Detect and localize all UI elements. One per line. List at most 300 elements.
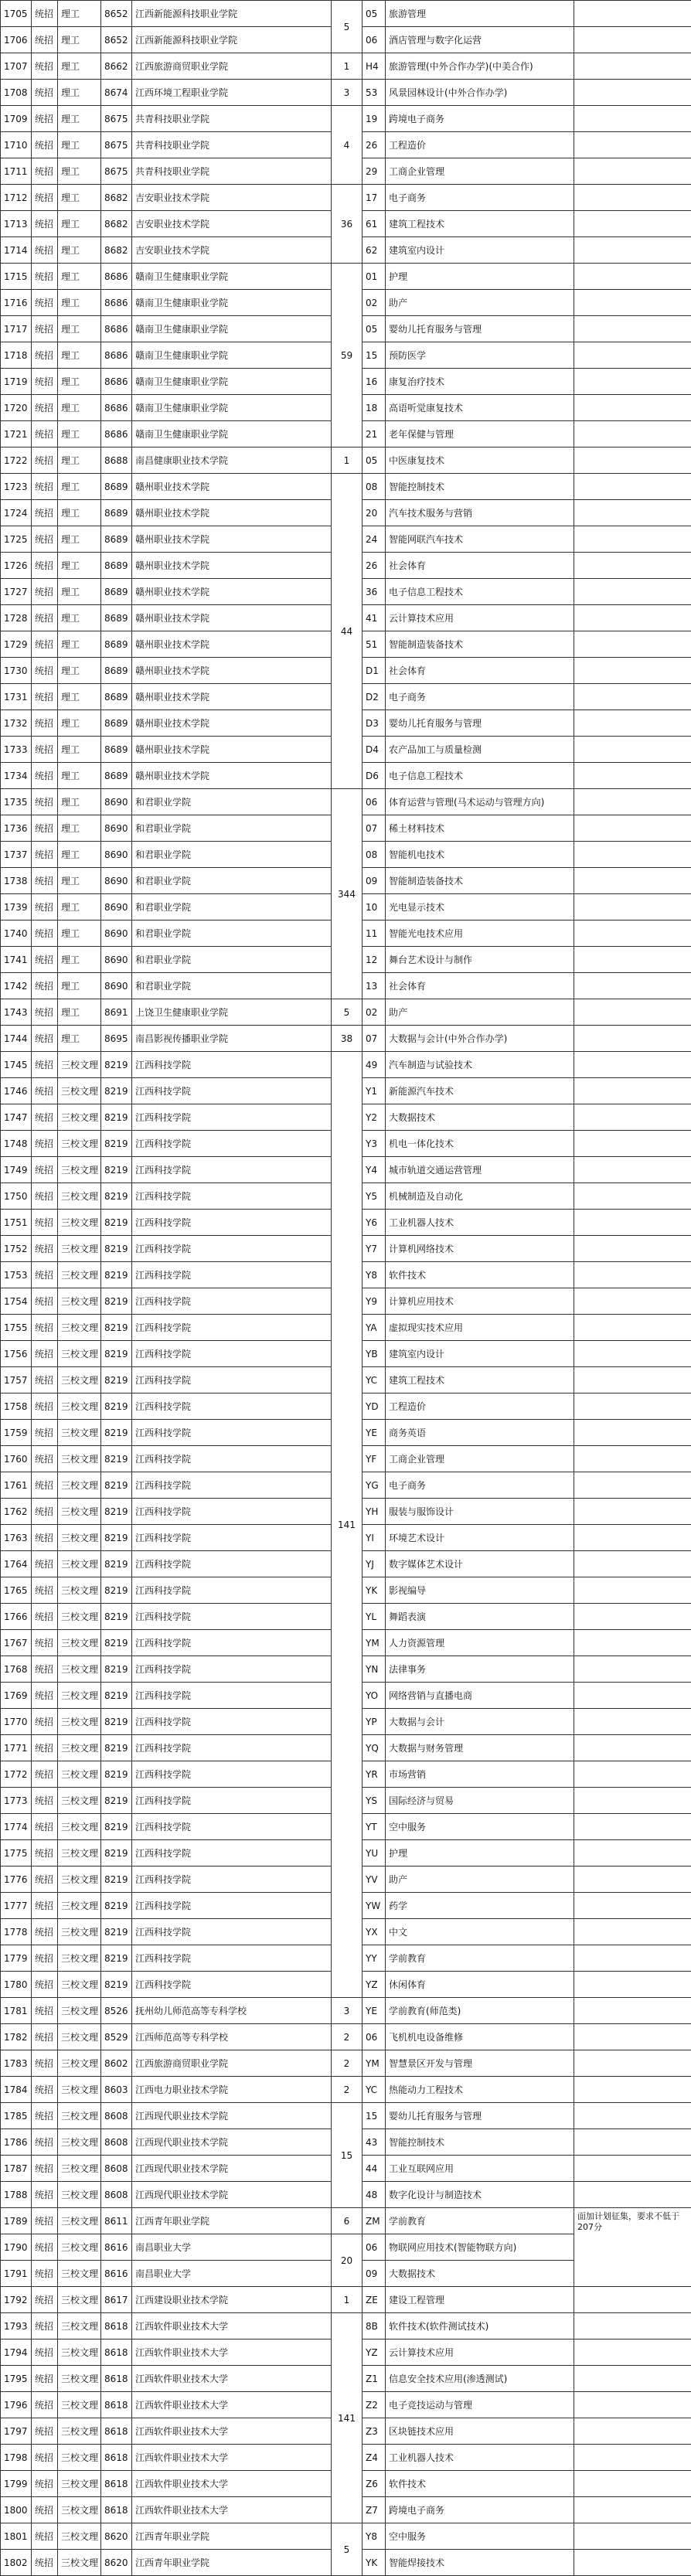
category-cell: 理工: [58, 53, 101, 80]
row-number-cell: 1787: [1, 2156, 32, 2182]
table-row: [1, 106, 691, 132]
row-number-cell: 1742: [1, 973, 32, 999]
category-cell: 三校文理: [58, 2024, 101, 2050]
category-cell: 三校文理: [58, 1761, 101, 1788]
school-name-cell: 赣州职业技术学院: [132, 658, 332, 684]
major-name-cell: 旅游管理(中外合作办学)(中美合作): [386, 53, 574, 80]
row-number-cell: 1796: [1, 2392, 32, 2418]
school-code-cell: 8219: [101, 1735, 132, 1761]
major-name-cell: 休闲体育: [386, 1972, 574, 1998]
major-name-cell: 智慧景区开发与管理: [386, 2050, 574, 2077]
category-cell: 三校文理: [58, 2313, 101, 2339]
school-code-cell: 8689: [101, 526, 132, 553]
major-name-cell: 建筑室内设计: [386, 237, 574, 264]
category-cell: 三校文理: [58, 2445, 101, 2471]
category-cell: 三校文理: [58, 2418, 101, 2445]
enroll-type-cell: 统招: [32, 2182, 58, 2208]
row-number-cell: 1740: [1, 920, 32, 947]
major-name-cell: 计算机网络技术: [386, 1236, 574, 1262]
plan-count-cell: 141: [332, 2313, 363, 2523]
enroll-type-cell: 统招: [32, 264, 58, 290]
row-number-cell: 1719: [1, 369, 32, 395]
school-name-cell: 江西科技学院: [132, 1604, 332, 1630]
major-code-cell: 07: [363, 815, 386, 842]
major-code-cell: 16: [363, 369, 386, 395]
school-code-cell: 8689: [101, 631, 132, 658]
major-name-cell: 市场营销: [386, 1761, 574, 1788]
school-code-cell: 8618: [101, 2471, 132, 2497]
major-name-cell: 工商企业管理: [386, 158, 574, 185]
school-code-cell: 8618: [101, 2366, 132, 2392]
major-name-cell: 电子商务: [386, 185, 574, 211]
school-name-cell: 江西科技学院: [132, 1236, 332, 1262]
enroll-type-cell: 统招: [32, 1104, 58, 1131]
school-code-cell: 8219: [101, 1315, 132, 1341]
row-number-cell: 1737: [1, 842, 32, 868]
major-code-cell: YT: [363, 1814, 386, 1840]
enroll-type-cell: 统招: [32, 2471, 58, 2497]
major-code-cell: Y8: [363, 2523, 386, 2550]
remark-cell: [574, 1157, 691, 1183]
school-name-cell: 江西科技学院: [132, 1367, 332, 1393]
major-name-cell: 风景园林设计(中外合作办学): [386, 80, 574, 106]
school-code-cell: 8686: [101, 369, 132, 395]
major-name-cell: 智能控制技术: [386, 2129, 574, 2156]
school-name-cell: 江西科技学院: [132, 1735, 332, 1761]
table-row: [1, 2208, 691, 2234]
major-code-cell: YC: [363, 1367, 386, 1393]
remark-cell: [574, 1288, 691, 1315]
major-code-cell: YM: [363, 1630, 386, 1656]
row-number-cell: 1752: [1, 1236, 32, 1262]
remark-cell: [574, 789, 691, 815]
category-cell: 理工: [58, 526, 101, 553]
school-code-cell: 8219: [101, 1683, 132, 1709]
enroll-type-cell: 统招: [32, 1157, 58, 1183]
school-name-cell: 江西新能源科技职业学院: [132, 1, 332, 27]
category-cell: 三校文理: [58, 2077, 101, 2103]
enroll-type-cell: 统招: [32, 2103, 58, 2129]
enroll-type-cell: 统招: [32, 815, 58, 842]
remark-cell: [574, 2313, 691, 2339]
major-code-cell: 06: [363, 2024, 386, 2050]
plan-count-cell: 6: [332, 2208, 363, 2234]
plan-count-cell: 2: [332, 2024, 363, 2050]
major-code-cell: YE: [363, 1420, 386, 1446]
enroll-type-cell: 统招: [32, 1131, 58, 1157]
enroll-type-cell: 统招: [32, 1078, 58, 1104]
major-name-cell: 大数据与会计(中外合作办学): [386, 1026, 574, 1052]
enroll-type-cell: 统招: [32, 1262, 58, 1288]
table-row: [1, 789, 691, 815]
category-cell: 理工: [58, 1, 101, 27]
school-code-cell: 8219: [101, 1709, 132, 1735]
plan-count-cell: 2: [332, 2077, 363, 2103]
major-code-cell: YH: [363, 1499, 386, 1525]
school-name-cell: 上饶卫生健康职业学院: [132, 999, 332, 1026]
enroll-type-cell: 统招: [32, 1919, 58, 1945]
major-code-cell: 43: [363, 2129, 386, 2156]
school-code-cell: 8603: [101, 2077, 132, 2103]
plan-count-cell: 1: [332, 2287, 363, 2313]
category-cell: 三校文理: [58, 1183, 101, 1210]
enroll-type-cell: 统招: [32, 2050, 58, 2077]
row-number-cell: 1785: [1, 2103, 32, 2129]
category-cell: 三校文理: [58, 1788, 101, 1814]
enroll-type-cell: 统招: [32, 2129, 58, 2156]
remark-cell: [574, 316, 691, 342]
category-cell: 理工: [58, 631, 101, 658]
enroll-type-cell: 统招: [32, 1735, 58, 1761]
row-number-cell: 1772: [1, 1761, 32, 1788]
row-number-cell: 1759: [1, 1420, 32, 1446]
category-cell: 三校文理: [58, 2208, 101, 2234]
major-code-cell: 08: [363, 474, 386, 500]
enroll-type-cell: 统招: [32, 1183, 58, 1210]
school-name-cell: 江西科技学院: [132, 1104, 332, 1131]
remark-cell: [574, 999, 691, 1026]
remark-cell: [574, 1735, 691, 1761]
row-number-cell: 1714: [1, 237, 32, 264]
remark-cell: [574, 1315, 691, 1341]
row-number-cell: 1709: [1, 106, 32, 132]
school-name-cell: 和君职业学院: [132, 973, 332, 999]
row-number-cell: 1790: [1, 2234, 32, 2261]
row-number-cell: 1721: [1, 421, 32, 447]
school-name-cell: 江西科技学院: [132, 1577, 332, 1604]
major-code-cell: Z3: [363, 2418, 386, 2445]
school-name-cell: 江西科技学院: [132, 1288, 332, 1315]
row-number-cell: 1799: [1, 2471, 32, 2497]
major-name-cell: 护理: [386, 1840, 574, 1866]
major-name-cell: 光电显示技术: [386, 894, 574, 920]
category-cell: 理工: [58, 763, 101, 789]
major-name-cell: 学前教育(师范类): [386, 1998, 574, 2024]
major-code-cell: 06: [363, 2234, 386, 2261]
enroll-type-cell: 统招: [32, 2024, 58, 2050]
row-number-cell: 1738: [1, 868, 32, 894]
major-name-cell: 婴幼儿托育服务与管理: [386, 2103, 574, 2129]
major-name-cell: 影视编导: [386, 1577, 574, 1604]
major-name-cell: 物联网应用技术(智能物联方向): [386, 2234, 574, 2261]
school-code-cell: 8682: [101, 211, 132, 237]
school-name-cell: 南昌健康职业技术学院: [132, 447, 332, 474]
major-name-cell: 婴幼儿托育服务与管理: [386, 710, 574, 737]
category-cell: 三校文理: [58, 2234, 101, 2261]
remark-cell: [574, 2550, 691, 2576]
category-cell: 理工: [58, 185, 101, 211]
school-code-cell: 8219: [101, 1472, 132, 1499]
major-name-cell: 飞机机电设备维修: [386, 2024, 574, 2050]
school-code-cell: 8219: [101, 1866, 132, 1893]
major-code-cell: 08: [363, 842, 386, 868]
row-number-cell: 1720: [1, 395, 32, 421]
remark-cell: [574, 27, 691, 53]
major-code-cell: YI: [363, 1525, 386, 1551]
major-code-cell: YQ: [363, 1735, 386, 1761]
school-code-cell: 8219: [101, 1052, 132, 1078]
category-cell: 三校文理: [58, 2550, 101, 2576]
major-name-cell: 软件技术: [386, 2471, 574, 2497]
enroll-type-cell: 统招: [32, 999, 58, 1026]
remark-cell: [574, 1, 691, 27]
row-number-cell: 1732: [1, 710, 32, 737]
major-name-cell: 新能源汽车技术: [386, 1078, 574, 1104]
category-cell: 三校文理: [58, 1919, 101, 1945]
major-code-cell: 12: [363, 947, 386, 973]
table-row: [1, 1, 691, 27]
school-code-cell: 8219: [101, 1157, 132, 1183]
school-name-cell: 江西旅游商贸职业学院: [132, 2050, 332, 2077]
remark-cell: [574, 737, 691, 763]
table-row: [1, 2103, 691, 2129]
major-code-cell: YF: [363, 1446, 386, 1472]
school-code-cell: 8690: [101, 842, 132, 868]
remark-cell: [574, 868, 691, 894]
major-code-cell: Y6: [363, 1210, 386, 1236]
row-number-cell: 1781: [1, 1998, 32, 2024]
school-code-cell: 8219: [101, 1104, 132, 1131]
major-name-cell: 电子商务: [386, 1472, 574, 1499]
remark-cell: [574, 2050, 691, 2077]
major-name-cell: 婴幼儿托育服务与管理: [386, 316, 574, 342]
category-cell: 理工: [58, 316, 101, 342]
row-number-cell: 1801: [1, 2523, 32, 2550]
enroll-type-cell: 统招: [32, 80, 58, 106]
remark-cell: [574, 264, 691, 290]
remark-cell: [574, 1210, 691, 1236]
school-name-cell: 吉安职业技术学院: [132, 211, 332, 237]
row-number-cell: 1715: [1, 264, 32, 290]
major-name-cell: 空中服务: [386, 2523, 574, 2550]
major-code-cell: 17: [363, 185, 386, 211]
school-name-cell: 江西科技学院: [132, 1866, 332, 1893]
school-code-cell: 8620: [101, 2550, 132, 2576]
remark-cell: [574, 815, 691, 842]
major-code-cell: 07: [363, 1026, 386, 1052]
major-code-cell: YL: [363, 1604, 386, 1630]
major-code-cell: ZM: [363, 2208, 386, 2234]
major-name-cell: 网络营销与直播电商: [386, 1683, 574, 1709]
major-name-cell: 高语听觉康复技术: [386, 395, 574, 421]
major-code-cell: Y9: [363, 1288, 386, 1315]
major-name-cell: 建筑工程技术: [386, 1367, 574, 1393]
major-code-cell: ZE: [363, 2287, 386, 2313]
school-code-cell: 8608: [101, 2156, 132, 2182]
enroll-type-cell: 统招: [32, 2339, 58, 2366]
school-name-cell: 江西青年职业学院: [132, 2550, 332, 2576]
category-cell: 三校文理: [58, 1998, 101, 2024]
major-name-cell: 社会体育: [386, 658, 574, 684]
enroll-type-cell: 统招: [32, 421, 58, 447]
row-number-cell: 1729: [1, 631, 32, 658]
major-code-cell: H4: [363, 53, 386, 80]
major-code-cell: 19: [363, 106, 386, 132]
school-name-cell: 江西科技学院: [132, 1919, 332, 1945]
row-number-cell: 1710: [1, 132, 32, 158]
enroll-type-cell: 统招: [32, 947, 58, 973]
major-name-cell: 助产: [386, 999, 574, 1026]
major-name-cell: 工商企业管理: [386, 1446, 574, 1472]
school-name-cell: 吉安职业技术学院: [132, 185, 332, 211]
school-name-cell: 江西科技学院: [132, 1341, 332, 1367]
school-name-cell: 江西软件职业技术大学: [132, 2445, 332, 2471]
school-code-cell: 8219: [101, 1840, 132, 1866]
school-name-cell: 赣州职业技术学院: [132, 710, 332, 737]
remark-cell: [574, 2418, 691, 2445]
remark-cell: [574, 920, 691, 947]
table-row: [1, 2313, 691, 2339]
row-number-cell: 1744: [1, 1026, 32, 1052]
school-name-cell: 江西环境工程职业学院: [132, 80, 332, 106]
school-code-cell: 8608: [101, 2103, 132, 2129]
enroll-type-cell: 统招: [32, 1788, 58, 1814]
category-cell: 理工: [58, 27, 101, 53]
school-name-cell: 江西科技学院: [132, 1210, 332, 1236]
school-name-cell: 江西科技学院: [132, 1446, 332, 1472]
school-code-cell: 8611: [101, 2208, 132, 2234]
school-name-cell: 江西科技学院: [132, 1683, 332, 1709]
school-code-cell: 8219: [101, 1393, 132, 1420]
enroll-type-cell: 统招: [32, 2497, 58, 2523]
remark-cell: [574, 763, 691, 789]
major-name-cell: 人力资源管理: [386, 1630, 574, 1656]
school-code-cell: 8219: [101, 1893, 132, 1919]
category-cell: 理工: [58, 237, 101, 264]
plan-count-cell: 5: [332, 2523, 363, 2576]
enroll-type-cell: 统招: [32, 1341, 58, 1367]
school-name-cell: 江西科技学院: [132, 1499, 332, 1525]
school-name-cell: 南昌职业大学: [132, 2234, 332, 2261]
remark-cell: [574, 710, 691, 737]
row-number-cell: 1725: [1, 526, 32, 553]
plan-count-cell: 38: [332, 1026, 363, 1052]
row-number-cell: 1735: [1, 789, 32, 815]
plan-count-cell: 3: [332, 1998, 363, 2024]
table-row: [1, 1052, 691, 1078]
enroll-type-cell: 统招: [32, 211, 58, 237]
school-code-cell: 8219: [101, 1919, 132, 1945]
row-number-cell: 1795: [1, 2366, 32, 2392]
major-code-cell: 24: [363, 526, 386, 553]
school-name-cell: 抚州幼儿师范高等专科学校: [132, 1998, 332, 2024]
major-name-cell: 大数据与财务管理: [386, 1735, 574, 1761]
remark-cell: [574, 2287, 691, 2313]
major-name-cell: 商务英语: [386, 1420, 574, 1446]
row-number-cell: 1741: [1, 947, 32, 973]
school-name-cell: 江西现代职业技术学院: [132, 2129, 332, 2156]
row-number-cell: 1792: [1, 2287, 32, 2313]
row-number-cell: 1718: [1, 342, 32, 369]
school-name-cell: 赣州职业技术学院: [132, 684, 332, 710]
school-name-cell: 江西青年职业学院: [132, 2208, 332, 2234]
remark-cell: [574, 2366, 691, 2392]
major-name-cell: 区块链技术应用: [386, 2418, 574, 2445]
school-code-cell: 8219: [101, 1341, 132, 1367]
major-name-cell: 数字化设计与制造技术: [386, 2182, 574, 2208]
remark-cell: [574, 2156, 691, 2182]
school-code-cell: 8219: [101, 1525, 132, 1551]
major-code-cell: YD: [363, 1393, 386, 1420]
category-cell: 三校文理: [58, 1341, 101, 1367]
school-code-cell: 8526: [101, 1998, 132, 2024]
school-code-cell: 8689: [101, 579, 132, 605]
category-cell: 三校文理: [58, 1577, 101, 1604]
major-code-cell: Y7: [363, 1236, 386, 1262]
row-number-cell: 1736: [1, 815, 32, 842]
table-row: [1, 2287, 691, 2313]
major-name-cell: 电子竞技运动与管理: [386, 2392, 574, 2418]
school-name-cell: 和君职业学院: [132, 789, 332, 815]
major-code-cell: 61: [363, 211, 386, 237]
category-cell: 三校文理: [58, 2156, 101, 2182]
remark-cell: [574, 53, 691, 80]
row-number-cell: 1751: [1, 1210, 32, 1236]
major-name-cell: 农产品加工与质量检测: [386, 737, 574, 763]
major-name-cell: 国际经济与贸易: [386, 1788, 574, 1814]
category-cell: 三校文理: [58, 1814, 101, 1840]
enroll-type-cell: 统招: [32, 1761, 58, 1788]
remark-cell: [574, 1183, 691, 1210]
remark-cell: 面加计划征集，要求不低于207分: [574, 2208, 691, 2287]
row-number-cell: 1777: [1, 1893, 32, 1919]
major-code-cell: YM: [363, 2050, 386, 2077]
plan-count-cell: 344: [332, 789, 363, 999]
major-name-cell: 软件技术(软件测试技术): [386, 2313, 574, 2339]
remark-cell: [574, 1683, 691, 1709]
category-cell: 理工: [58, 658, 101, 684]
major-code-cell: 06: [363, 789, 386, 815]
major-name-cell: 云计算技术应用: [386, 2339, 574, 2366]
major-name-cell: 预防医学: [386, 342, 574, 369]
enroll-type-cell: 统招: [32, 920, 58, 947]
enroll-type-cell: 统招: [32, 842, 58, 868]
table-row: [1, 2024, 691, 2050]
category-cell: 理工: [58, 920, 101, 947]
major-code-cell: 62: [363, 237, 386, 264]
remark-cell: [574, 2339, 691, 2366]
category-cell: 理工: [58, 553, 101, 579]
enroll-type-cell: 统招: [32, 526, 58, 553]
category-cell: 理工: [58, 290, 101, 316]
category-cell: 三校文理: [58, 1499, 101, 1525]
major-name-cell: 空中服务: [386, 1814, 574, 1840]
row-number-cell: 1764: [1, 1551, 32, 1577]
enroll-type-cell: 统招: [32, 2523, 58, 2550]
school-code-cell: 8691: [101, 999, 132, 1026]
school-code-cell: 8219: [101, 1420, 132, 1446]
table-row: [1, 474, 691, 500]
remark-cell: [574, 631, 691, 658]
table-body: [1, 1, 691, 2576]
plan-count-cell: 59: [332, 264, 363, 447]
table-row: [1, 80, 691, 106]
enroll-type-cell: 统招: [32, 868, 58, 894]
enroll-type-cell: 统招: [32, 2234, 58, 2261]
category-cell: 三校文理: [58, 1262, 101, 1288]
remark-cell: [574, 1446, 691, 1472]
school-code-cell: 8219: [101, 1945, 132, 1972]
major-name-cell: 热能动力工程技术: [386, 2077, 574, 2103]
major-name-cell: 电子信息工程技术: [386, 763, 574, 789]
enroll-type-cell: 统招: [32, 185, 58, 211]
school-code-cell: 8686: [101, 316, 132, 342]
school-code-cell: 8219: [101, 1367, 132, 1393]
category-cell: 三校文理: [58, 1210, 101, 1236]
category-cell: 三校文理: [58, 1472, 101, 1499]
major-code-cell: 29: [363, 158, 386, 185]
remark-cell: [574, 1577, 691, 1604]
